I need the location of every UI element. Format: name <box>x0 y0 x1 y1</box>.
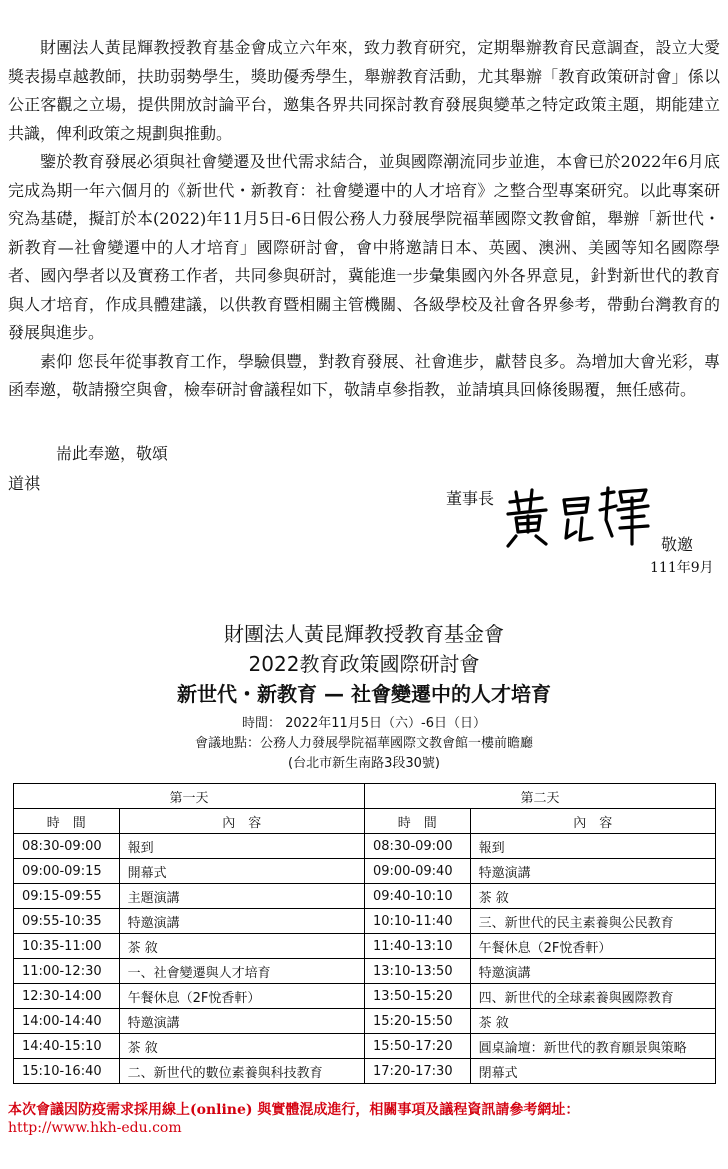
day1-time-cell: 15:10-16:40 <box>14 1059 120 1084</box>
day1-content-cell: 二、新世代的數位素養與科技教育 <box>119 1059 364 1084</box>
day2-content-cell: 特邀演講 <box>470 859 715 884</box>
day1-content-cell: 茶 敘 <box>119 934 364 959</box>
day2-content-cell: 茶 敘 <box>470 1009 715 1034</box>
foundation-name: 財團法人黃昆輝教授教育基金會 <box>224 622 504 646</box>
day1-time-cell: 08:30-09:00 <box>14 834 120 859</box>
day2-content-cell: 特邀演講 <box>470 959 715 984</box>
schedule-row <box>14 884 716 909</box>
handwritten-signature <box>502 480 652 550</box>
schedule-column-header-row <box>14 809 716 834</box>
schedule-row <box>14 1034 716 1059</box>
conference-theme: 新世代・新教育 — 社會變遷中的人才培育 <box>177 682 551 706</box>
day1-time-cell: 09:00-09:15 <box>14 859 120 884</box>
schedule-row <box>14 909 716 934</box>
day1-header: 第一天 <box>14 784 365 809</box>
day1-time-cell: 09:55-10:35 <box>14 909 120 934</box>
day2-time-cell: 08:30-09:00 <box>364 834 470 859</box>
day2-content-cell: 四、新世代的全球素養與國際教育 <box>470 984 715 1009</box>
conference-time: 時間： 2022年11月5日（六）-6日（日） <box>242 716 486 731</box>
day2-time-cell: 13:10-13:50 <box>364 959 470 984</box>
day2-time-header: 時 間 <box>364 809 470 834</box>
day2-time-cell: 11:40-13:10 <box>364 934 470 959</box>
day1-time-cell: 09:15-09:55 <box>14 884 120 909</box>
day1-content-cell: 主題演講 <box>119 884 364 909</box>
day2-content-cell: 閉幕式 <box>470 1059 715 1084</box>
conference-title: 2022教育政策國際研討會 <box>248 652 480 676</box>
day1-time-cell: 14:00-14:40 <box>14 1009 120 1034</box>
schedule-row <box>14 859 716 884</box>
day1-content-cell: 特邀演講 <box>119 1009 364 1034</box>
day2-time-cell: 15:20-15:50 <box>364 1009 470 1034</box>
schedule-row <box>14 934 716 959</box>
day1-time-cell: 10:35-11:00 <box>14 934 120 959</box>
letter-paragraph-1: 財團法人黃昆輝教授教育基金會成立六年來，致力教育研究，定期舉辦教育民意調查，設立大愛獎表揚卓越教師，扶助弱勢學生，獎助優秀學生，舉辦教育活動，尤其舉辦「教育政策研討會」係以公正客觀之立場，提供開放討論平台，邀集各界共同探討教育發展與變革之特定政策主題，期能建立共識，俾利政策之規劃與推動。 <box>8 38 720 143</box>
day1-time-cell: 12:30-14:00 <box>14 984 120 1009</box>
salutation: 敬邀 <box>661 535 694 554</box>
invitation-letter <box>8 34 720 405</box>
schedule-table <box>13 783 716 1084</box>
day1-content-cell: 午餐休息（2F悅香軒） <box>119 984 364 1009</box>
website-url[interactable]: http://www.hkh-edu.com <box>8 1120 182 1136</box>
day1-content-cell: 特邀演講 <box>119 909 364 934</box>
schedule-row <box>14 834 716 859</box>
letter-paragraph-2: 鑒於教育發展必須與社會變遷及世代需求結合，並與國際潮流同步並進，本會已於2022年6月底完成為期一年六個月的《新世代・新教育：社會變遷中的人才培育》之整合型專案研究。以此專案研究為基礎，擬訂於本(2022)年11月5日-6日假公務人力發展學院福華國際文教會館，舉辦「新世代・新教育—社會變遷中的人才培育」國際研討會，會中將邀請日本、英國、澳洲、美國等知名國際學者、國內學者以及實務工作者，共同參與研討，冀能進一步彙集國內外各界意見，針對新世代的教育與人才培育，作成具體建議，以供教育暨相關主管機關、各級學校及社會各界參考，帶動台灣教育的發展與進步。 <box>8 152 720 342</box>
day2-time-cell: 15:50-17:20 <box>364 1034 470 1059</box>
day1-content-cell: 茶 敘 <box>119 1034 364 1059</box>
schedule-row <box>14 959 716 984</box>
day1-content-cell: 一、社會變遷與人才培育 <box>119 959 364 984</box>
day2-time-cell: 10:10-11:40 <box>364 909 470 934</box>
schedule-row <box>14 984 716 1009</box>
day2-content-cell: 茶 敘 <box>470 884 715 909</box>
day2-time-cell: 09:00-09:40 <box>364 859 470 884</box>
conference-venue: 會議地點：公務人力發展學院福華國際文教會館一樓前瞻廳 <box>194 736 533 751</box>
day1-time-cell: 11:00-12:30 <box>14 959 120 984</box>
closing-blessing: 道祺 <box>8 474 41 493</box>
day2-content-cell: 報到 <box>470 834 715 859</box>
online-notice: 本次會議因防疫需求採用線上(online) 與實體混成進行，相關事項及議程資訊請參考網址： <box>8 1102 580 1118</box>
signer-title: 董事長 <box>446 489 495 508</box>
schedule-day-header-row <box>14 784 716 809</box>
day2-content-header: 內 容 <box>470 809 715 834</box>
day2-time-cell: 13:50-15:20 <box>364 984 470 1009</box>
letter-date: 111年9月 <box>650 560 714 576</box>
day2-time-cell: 17:20-17:30 <box>364 1059 470 1084</box>
day2-header: 第二天 <box>364 784 715 809</box>
day2-content-cell: 圓桌論壇：新世代的教育願景與策略 <box>470 1034 715 1059</box>
schedule-row <box>14 1059 716 1084</box>
day1-content-header: 內 容 <box>119 809 364 834</box>
day1-time-cell: 14:40-15:10 <box>14 1034 120 1059</box>
day2-time-cell: 09:40-10:10 <box>364 884 470 909</box>
day1-content-cell: 開幕式 <box>119 859 364 884</box>
day2-content-cell: 三、新世代的民主素養與公民教育 <box>470 909 715 934</box>
conference-address: (台北市新生南路3段30號) <box>288 756 440 771</box>
closing-phrase: 耑此奉邀，敬頌 <box>56 444 169 463</box>
schedule-row <box>14 1009 716 1034</box>
day1-time-header: 時 間 <box>14 809 120 834</box>
day1-content-cell: 報到 <box>119 834 364 859</box>
letter-paragraph-3: 素仰 您長年從事教育工作，學驗俱豐，對教育發展、社會進步，獻替良多。為增加大會光彩，專函奉邀，敬請撥空與會，檢奉研討會議程如下，敬請卓參指教，並請填具回條後賜覆，無任感荷。 <box>8 351 720 399</box>
day2-content-cell: 午餐休息（2F悅香軒） <box>470 934 715 959</box>
